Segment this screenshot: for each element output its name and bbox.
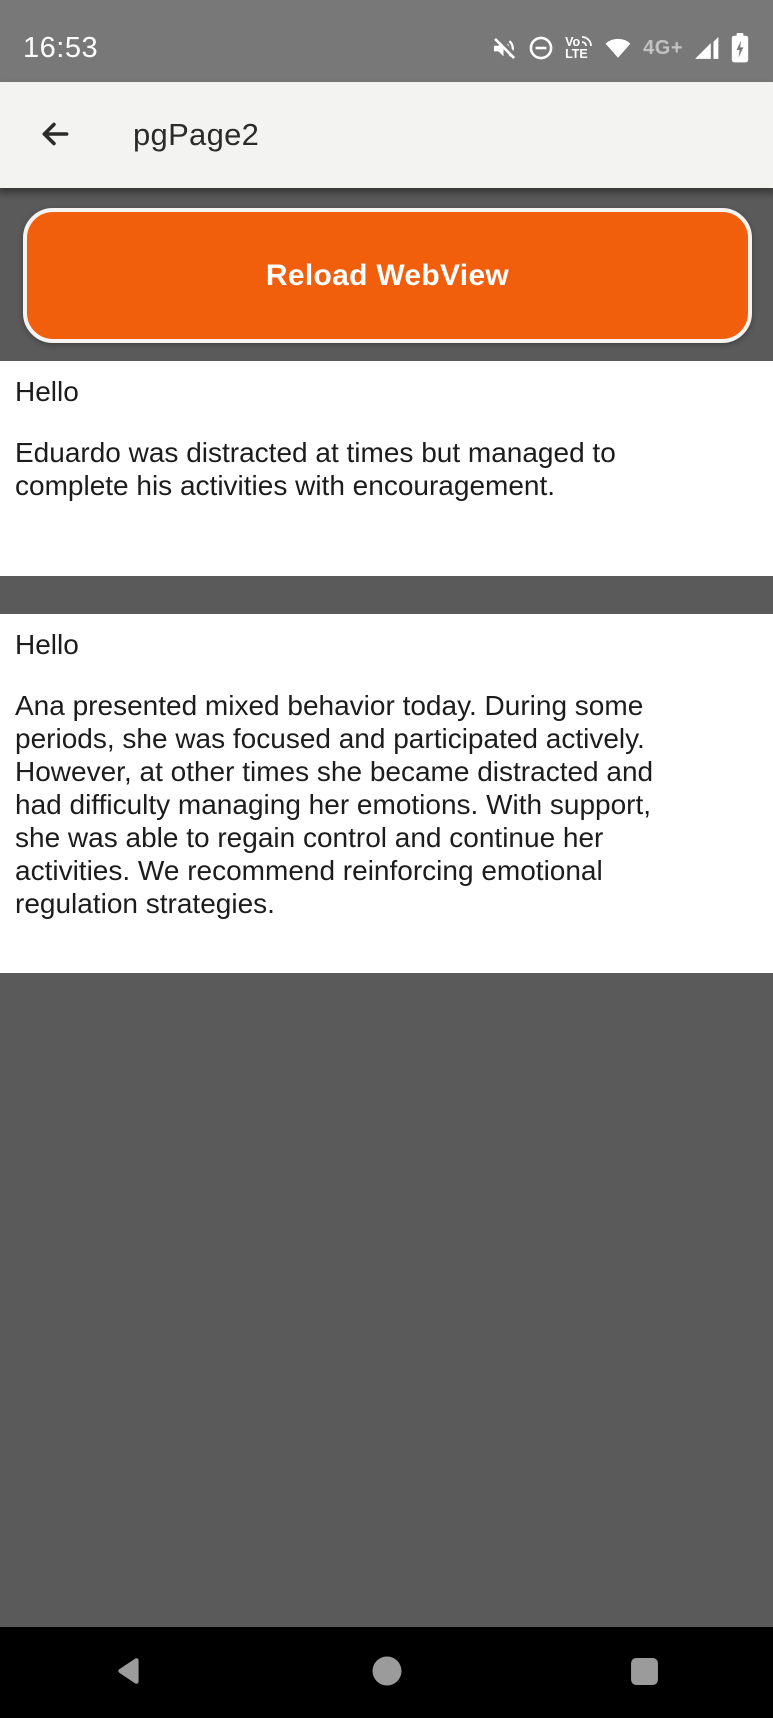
- network-type-badge: 4G+: [643, 36, 683, 59]
- empty-content-area: [0, 973, 773, 1627]
- nav-back-icon: [114, 1655, 144, 1690]
- status-bar: [0, 0, 773, 82]
- arrow-left-icon: [37, 116, 73, 155]
- message-greeting: Hello: [15, 629, 79, 660]
- nav-home-icon: [371, 1655, 403, 1690]
- webview-content: [0, 188, 773, 1627]
- page-title: pgPage2: [133, 117, 260, 152]
- cellular-signal-icon: [694, 36, 720, 60]
- battery-charging-icon: [731, 33, 749, 63]
- volte-label-bottom: LTE: [565, 47, 588, 61]
- do-not-disturb-icon: [528, 35, 554, 61]
- status-icons: [490, 33, 749, 63]
- message-greeting: Hello: [15, 376, 79, 407]
- reload-button-section: [0, 188, 773, 361]
- back-button[interactable]: [33, 113, 77, 157]
- nav-back-button[interactable]: [99, 1643, 159, 1703]
- message-card-2: [0, 614, 773, 973]
- status-time: 16:53: [23, 31, 99, 64]
- volte-label-top: Vo: [565, 35, 581, 49]
- message-card-1: [0, 361, 773, 576]
- message-body: Eduardo was distracted at times but managed to complete his activities with encouragement.: [15, 437, 616, 501]
- wifi-icon: [604, 36, 632, 60]
- volume-muted-icon: [490, 35, 517, 62]
- nav-home-button[interactable]: [357, 1643, 417, 1703]
- card-divider: [0, 576, 773, 614]
- nav-recents-button[interactable]: [614, 1643, 674, 1703]
- reload-webview-button[interactable]: Reload WebView: [23, 208, 752, 343]
- nav-recents-icon: [630, 1657, 659, 1689]
- volte-icon: [565, 36, 593, 60]
- app-bar: [0, 82, 773, 188]
- message-body: Ana presented mixed behavior today. During some periods, she was focused and participated actively. However, at other times she became distracted and had difficulty managing her emotions. With support, she was able to regain control and continue her activities. We recommend reinforcing emotional regulation strategies.: [15, 690, 654, 919]
- navigation-bar: [0, 1627, 773, 1718]
